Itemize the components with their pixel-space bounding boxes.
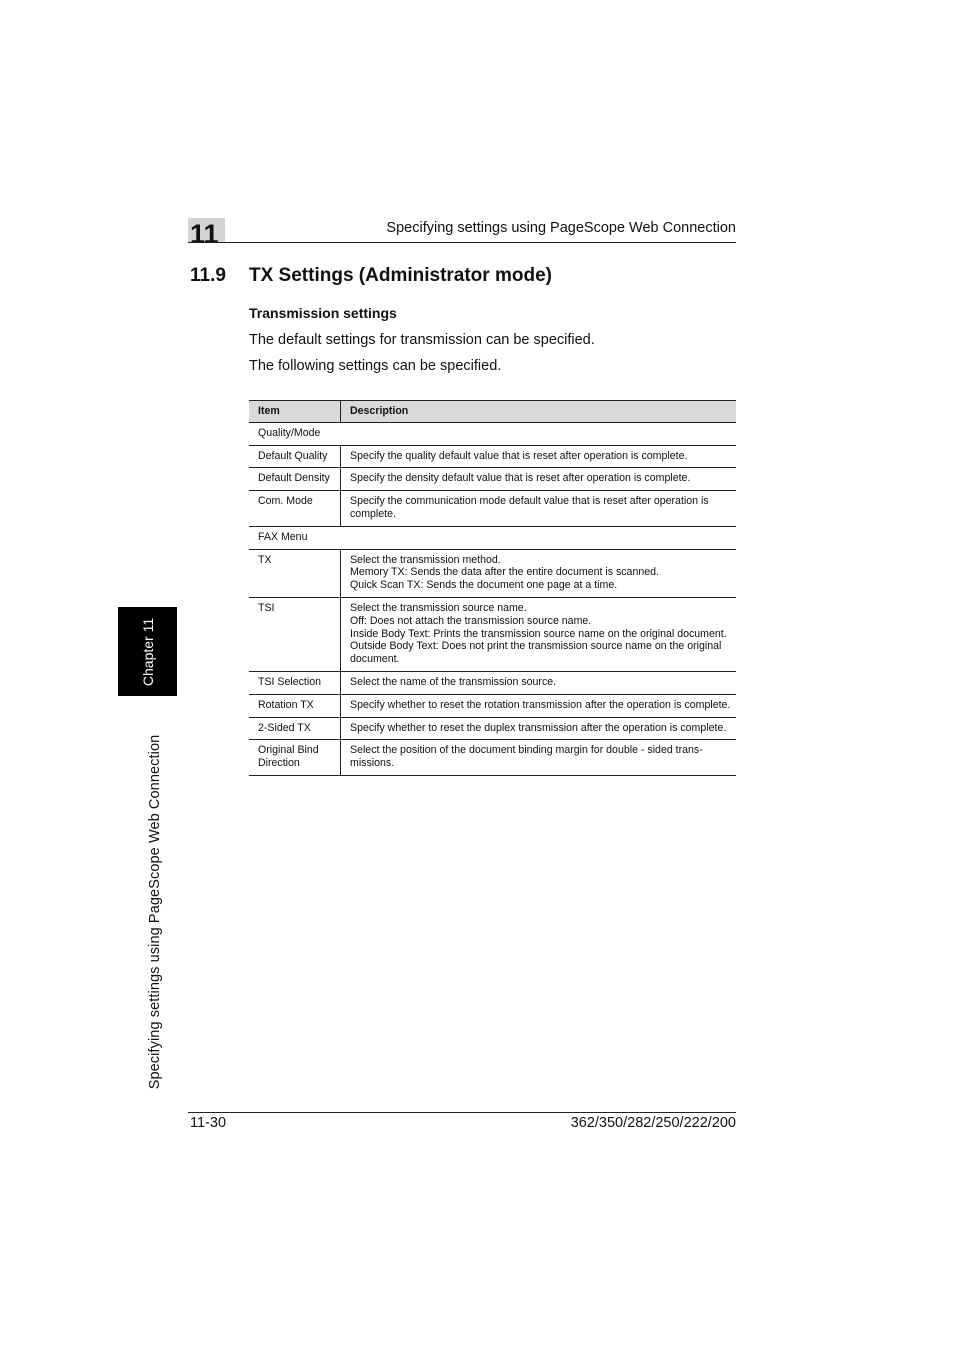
table-cell-description [341, 740, 737, 776]
table-cell-item: FAX Menu [249, 526, 736, 549]
description-line: Select the transmission method. [350, 553, 501, 566]
subheading: Transmission settings [249, 305, 397, 321]
description-line: Memory TX: Sends the data after the entire document is scanned. [350, 566, 659, 579]
description-line: Specify the density default value that is reset after operation is complete. [350, 472, 691, 485]
table-row [249, 671, 736, 694]
list-intro-paragraph: The following settings can be specified. [249, 358, 502, 374]
table-cell-item: Com. Mode [249, 491, 341, 527]
table-row [249, 422, 736, 445]
table-row [249, 445, 736, 468]
table-cell-description [341, 491, 737, 527]
table-cell-description [341, 671, 737, 694]
settings-table [249, 400, 736, 776]
table-cell-item: Quality/Mode [249, 422, 736, 445]
table-cell-description [341, 694, 737, 717]
column-header-description: Description [341, 401, 737, 423]
description-line: Select the name of the transmission source. [350, 675, 557, 688]
description-line: Quick Scan TX: Sends the document one page at a time. [350, 579, 618, 592]
intro-paragraph: The default settings for transmission can be specified. [249, 332, 595, 348]
table-header-row [249, 401, 736, 423]
table-row [249, 526, 736, 549]
description-line: Off: Does not attach the transmission source name. [350, 614, 592, 627]
description-line: Inside Body Text: Prints the transmission source name on the original document. [350, 627, 727, 640]
table-row [249, 468, 736, 491]
table-row [249, 491, 736, 527]
table-cell-item: Original Bind Direction [249, 740, 341, 776]
table-cell-description [341, 549, 737, 597]
table-row [249, 549, 736, 597]
table-cell-item: TX [249, 549, 341, 597]
table-cell-description [341, 445, 737, 468]
table-cell-item: Default Density [249, 468, 341, 491]
chapter-number-badge: 11 [188, 218, 225, 242]
table-cell-item: Rotation TX [249, 694, 341, 717]
table-cell-item: TSI [249, 597, 341, 671]
chapter-side-tab [118, 607, 177, 696]
section-number: 11.9 [190, 265, 226, 286]
chapter-side-tab-label: Chapter 11 [139, 617, 156, 686]
description-line: Specify whether to reset the rotation transmission after the operation is complete. [350, 698, 731, 711]
table-cell-description [341, 468, 737, 491]
table-body [249, 422, 736, 775]
table-row [249, 694, 736, 717]
description-line: Specify the quality default value that is reset after operation is complete. [350, 449, 688, 462]
table-row [249, 740, 736, 776]
header-divider [188, 242, 736, 243]
table-cell-description [341, 597, 737, 671]
footer-divider [188, 1112, 736, 1113]
table-cell-item: Default Quality [249, 445, 341, 468]
section-title: TX Settings (Administrator mode) [249, 265, 552, 286]
table-cell-item: TSI Selection [249, 671, 341, 694]
description-line: Specify the communication mode default value that is reset after operation is complete. [350, 495, 709, 520]
description-line: Specify whether to reset the duplex transmission after the operation is complete. [350, 721, 727, 734]
table-cell-description [341, 717, 737, 740]
table-cell-item: 2-Sided TX [249, 717, 341, 740]
column-header-item: Item [249, 401, 341, 423]
table-row [249, 597, 736, 671]
model-numbers: 362/350/282/250/222/200 [570, 1115, 736, 1131]
header-title: Specifying settings using PageScope Web Connection [386, 220, 736, 236]
description-line: Select the transmission source name. [350, 601, 527, 614]
page-number: 11-30 [190, 1115, 227, 1131]
table-row [249, 717, 736, 740]
description-line: Outside Body Text: Does not print the transmission source name on the original document. [350, 640, 722, 666]
description-line: Select the position of the document binding margin for double - sided trans-missions. [350, 744, 703, 770]
side-running-title: Specifying settings using PageScope Web Connection [147, 734, 163, 1090]
